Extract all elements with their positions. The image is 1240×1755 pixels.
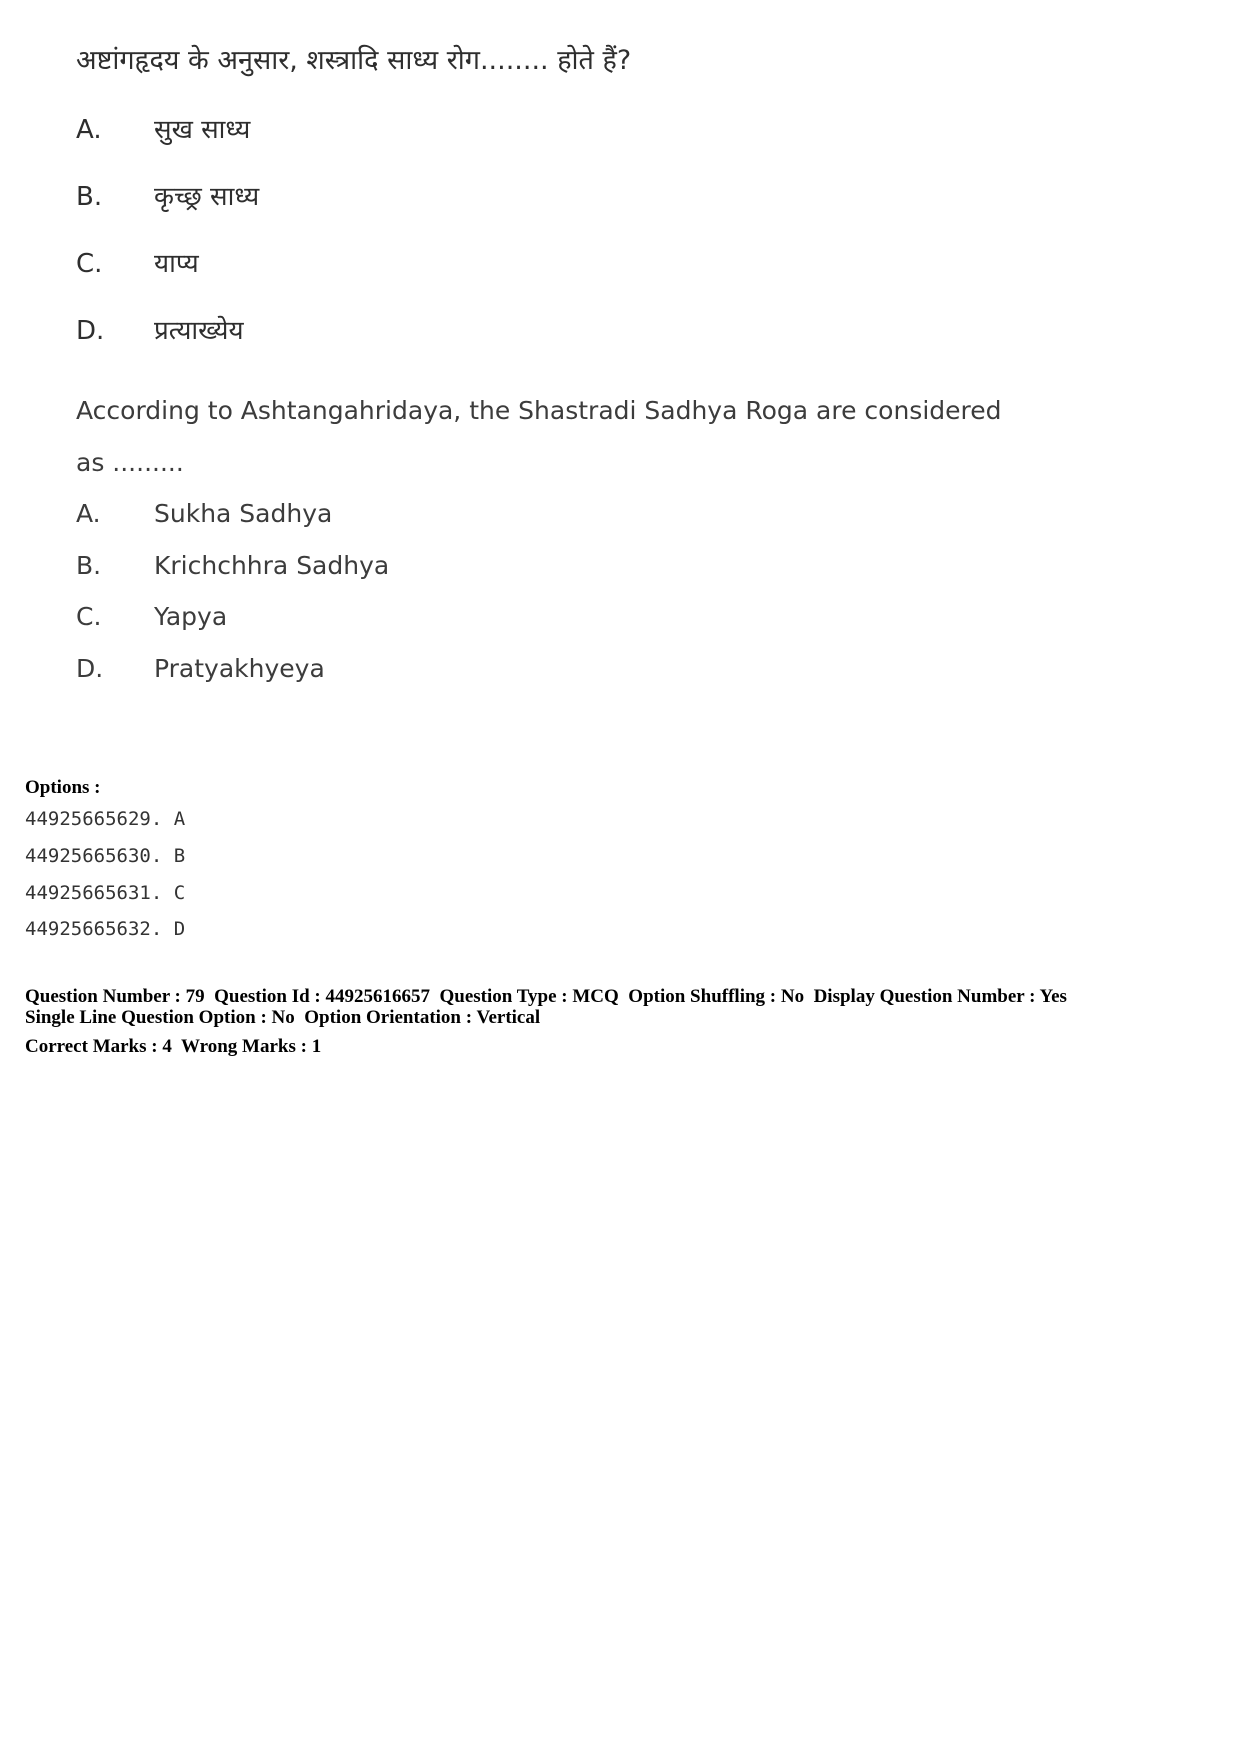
question-meta-line-2: Single Line Question Option : No Option Orientation : Vertical (25, 1007, 541, 1028)
option-text: याप्य (154, 249, 199, 279)
option-letter: A. (76, 499, 101, 528)
option-text: Krichchhra Sadhya (154, 551, 390, 580)
question-image (0, 0, 1240, 710)
options-title: Options : (25, 777, 101, 798)
option-letter: C. (76, 249, 103, 279)
hindi-question-text: अष्टांगहृदय के अनुसार, शस्त्रादि साध्य रोग........ होते हैं? (76, 45, 632, 76)
hindi-option-c (76, 244, 199, 280)
hindi-option-d (76, 311, 244, 347)
option-text: सुख साध्य (154, 115, 251, 145)
english-option-b (76, 551, 389, 580)
english-question-line-1: According to Ashtangahridaya, the Shastradi Sadhya Roga are considered (76, 396, 1002, 425)
english-option-c (76, 602, 227, 631)
option-letter: A. (76, 115, 102, 145)
option-id-b: 44925665630. B (25, 845, 186, 867)
option-text: Pratyakhyeya (154, 654, 325, 683)
english-question-line-2: as ......... (76, 448, 184, 477)
question-marks: Correct Marks : 4 Wrong Marks : 1 (25, 1036, 322, 1057)
english-option-d (76, 654, 325, 683)
option-letter: B. (76, 551, 102, 580)
option-id-d: 44925665632. D (25, 918, 186, 940)
hindi-option-b (76, 177, 259, 213)
hindi-option-a (76, 110, 250, 146)
question-meta-line-1: Question Number : 79 Question Id : 44925616657 Question Type : MCQ Option Shuffling : No Display Question Number : Yes (25, 986, 1067, 1007)
option-id-a: 44925665629. A (25, 808, 186, 830)
option-text: Yapya (154, 602, 228, 631)
option-text: प्रत्याख्येय (154, 316, 244, 346)
option-text: कृच्छ्र साध्य (154, 182, 260, 212)
option-letter: D. (76, 654, 104, 683)
option-letter: D. (76, 316, 105, 346)
option-letter: C. (76, 602, 102, 631)
option-letter: B. (76, 182, 103, 212)
option-id-c: 44925665631. C (25, 882, 186, 904)
english-option-a (76, 499, 332, 528)
option-text: Sukha Sadhya (154, 499, 333, 528)
